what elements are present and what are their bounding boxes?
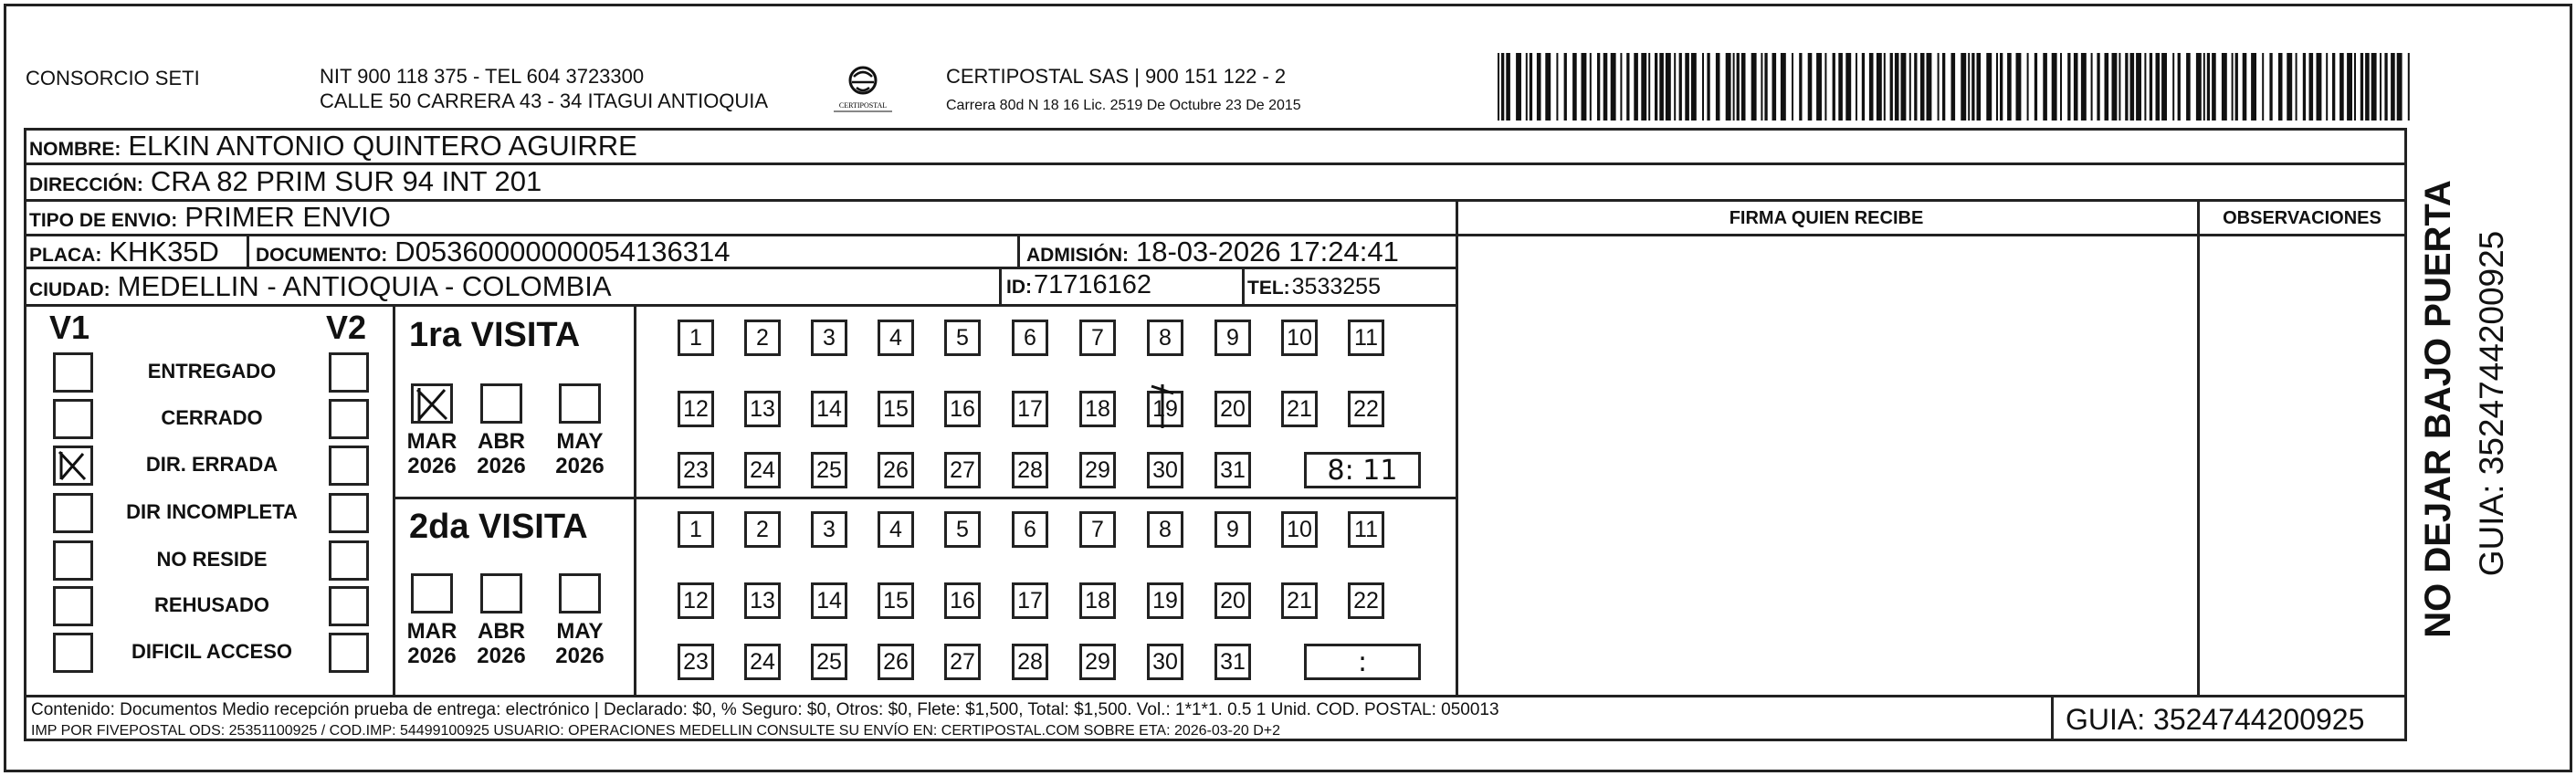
first-day-box[interactable]: 28 bbox=[1012, 452, 1048, 488]
barcode-bar bbox=[1781, 53, 1786, 121]
first-day-box[interactable]: 20 bbox=[1214, 391, 1251, 427]
barcode-bar bbox=[1516, 53, 1521, 121]
month-name: MAR bbox=[406, 619, 457, 644]
first-month-label bbox=[548, 429, 612, 478]
barcode-bar bbox=[1716, 53, 1720, 121]
first-day-box[interactable]: 13 bbox=[744, 391, 781, 427]
barcode-bar bbox=[2262, 53, 2264, 121]
first-day-box[interactable]: 6 bbox=[1012, 320, 1048, 356]
barcode-bar bbox=[2035, 53, 2037, 121]
barcode-bar bbox=[2161, 53, 2167, 121]
barcode-bar bbox=[2347, 53, 2352, 121]
admision-field: ADMISIÓN: 18-03-2026 17:24:41 bbox=[1026, 236, 1399, 267]
v1-label: V1 bbox=[49, 309, 90, 346]
v2-checkbox[interactable] bbox=[329, 633, 369, 673]
v2-checkbox[interactable] bbox=[329, 399, 369, 439]
barcode-bar bbox=[1674, 53, 1676, 121]
second-day-box[interactable]: 12 bbox=[678, 582, 714, 619]
barcode-bar bbox=[1582, 53, 1587, 121]
barcode bbox=[1496, 53, 2411, 121]
barcode-bar bbox=[1884, 53, 1886, 121]
barcode-bar bbox=[1726, 53, 1731, 121]
barcode-bar bbox=[1741, 53, 1746, 121]
month-name: ABR bbox=[478, 619, 525, 644]
barcode-bar bbox=[2207, 53, 2210, 121]
barcode-bar bbox=[1951, 53, 1956, 121]
first-day-box[interactable] bbox=[1147, 391, 1183, 427]
barcode-bar bbox=[1556, 53, 1558, 121]
first-day-box[interactable]: 8 bbox=[1147, 320, 1183, 356]
company-name: CONSORCIO SETI bbox=[26, 67, 200, 89]
svg-text:CERTIPOSTAL: CERTIPOSTAL bbox=[838, 101, 888, 110]
first-day-box[interactable]: 14 bbox=[811, 391, 847, 427]
barcode-bar bbox=[2186, 53, 2191, 121]
second-day-box[interactable]: 27 bbox=[944, 644, 981, 680]
barcode-bar bbox=[1961, 53, 1966, 121]
second-day-box[interactable]: 16 bbox=[944, 582, 981, 619]
barcode-bar bbox=[2269, 53, 2272, 121]
second-day-box[interactable]: 8 bbox=[1147, 511, 1183, 548]
first-day-box[interactable]: 5 bbox=[944, 320, 981, 356]
barcode-bar bbox=[1597, 53, 1600, 121]
barcode-bar bbox=[2156, 53, 2161, 121]
first-day-box[interactable]: 22 bbox=[1348, 391, 1384, 427]
barcode-bar bbox=[1666, 53, 1671, 121]
second-month-label bbox=[548, 619, 612, 668]
first-day-box[interactable]: 21 bbox=[1281, 391, 1318, 427]
first-day-box[interactable]: 10 bbox=[1281, 320, 1318, 356]
barcode-bar bbox=[2097, 53, 2099, 121]
barcode-bar bbox=[2112, 53, 2118, 121]
first-month-checkbox-abr[interactable] bbox=[480, 383, 522, 424]
barcode-bar bbox=[2043, 53, 2047, 121]
documento-value: D05360000000054136314 bbox=[394, 236, 731, 267]
barcode-bar bbox=[1986, 53, 1992, 121]
barcode-bar bbox=[1733, 53, 1735, 121]
second-day-box[interactable]: 20 bbox=[1214, 582, 1251, 619]
status-label: NO RESIDE bbox=[156, 548, 268, 571]
guia-footer: GUIA: 3524744200925 bbox=[2066, 703, 2365, 736]
first-day-box[interactable]: 2 bbox=[744, 320, 781, 356]
firma-header: FIRMA QUIEN RECIBE bbox=[1729, 208, 1924, 228]
barcode-bar bbox=[2222, 53, 2227, 121]
v1-checkbox[interactable] bbox=[53, 493, 93, 533]
direccion-field: DIRECCIÓN: CRA 82 PRIM SUR 94 INT 201 bbox=[29, 165, 542, 197]
second-month-label bbox=[400, 619, 464, 668]
barcode-bar bbox=[1545, 53, 1551, 121]
barcode-bar bbox=[1498, 53, 1499, 121]
barcode-bar bbox=[1869, 53, 1874, 121]
status-label: DIR INCOMPLETA bbox=[126, 500, 298, 523]
barcode-bar bbox=[2178, 53, 2181, 121]
v2-checkbox[interactable] bbox=[329, 446, 369, 486]
status-label: ENTREGADO bbox=[147, 360, 277, 383]
barcode-bar bbox=[2091, 53, 2093, 121]
barcode-bar bbox=[1856, 53, 1857, 121]
barcode-bar bbox=[2235, 53, 2238, 121]
barcode-bar bbox=[1816, 53, 1822, 121]
second-day-box[interactable]: 28 bbox=[1012, 644, 1048, 680]
barcode-bar bbox=[1707, 53, 1709, 121]
ciudad-value: MEDELLIN - ANTIOQUIA - COLOMBIA bbox=[117, 270, 612, 302]
nombre-value: ELKIN ANTONIO QUINTERO AGUIRRE bbox=[128, 130, 637, 162]
v2-label: V2 bbox=[326, 309, 367, 346]
barcode-bar bbox=[1838, 53, 1843, 121]
status-label: REHUSADO bbox=[154, 593, 269, 616]
month-name: MAY bbox=[556, 619, 604, 644]
v2-checkbox[interactable] bbox=[329, 493, 369, 533]
second-day-box[interactable]: 23 bbox=[678, 644, 714, 680]
second-day-box[interactable]: 25 bbox=[811, 644, 847, 680]
barcode-bar bbox=[1977, 53, 1982, 121]
first-day-box[interactable]: 25 bbox=[811, 452, 847, 488]
barcode-bar bbox=[2332, 53, 2335, 121]
barcode-bar bbox=[2067, 53, 2070, 121]
barcode-bar bbox=[2365, 53, 2370, 121]
barcode-bar bbox=[2397, 53, 2403, 121]
barcode-bar bbox=[2303, 53, 2306, 121]
v1-checkbox[interactable] bbox=[53, 633, 93, 673]
barcode-bar bbox=[1901, 53, 1907, 121]
barcode-bar bbox=[1590, 53, 1592, 121]
second-day-box[interactable]: 17 bbox=[1012, 582, 1048, 619]
first-day-box[interactable]: 29 bbox=[1079, 452, 1116, 488]
barcode-bar bbox=[2251, 53, 2256, 121]
second-day-box[interactable]: 1 bbox=[678, 511, 714, 548]
barcode-bar bbox=[2408, 53, 2410, 121]
barcode-bar bbox=[2232, 53, 2234, 121]
barcode-bar bbox=[1764, 53, 1767, 121]
barcode-bar bbox=[1702, 53, 1704, 121]
ciudad-field: CIUDAD: MEDELLIN - ANTIOQUIA - COLOMBIA bbox=[29, 270, 612, 302]
barcode-bar bbox=[1927, 53, 1932, 121]
barcode-bar bbox=[2360, 53, 2363, 121]
day-number: 19 bbox=[1152, 395, 1178, 422]
month-name: MAR bbox=[406, 429, 457, 454]
barcode-bar bbox=[2296, 53, 2297, 121]
barcode-bar bbox=[1655, 53, 1657, 121]
barcode-bar bbox=[2317, 53, 2322, 121]
second-day-box[interactable]: 29 bbox=[1079, 644, 1116, 680]
first-day-box[interactable]: 11 bbox=[1348, 320, 1384, 356]
barcode-bar bbox=[2278, 53, 2283, 121]
first-visit-title: 1ra VISITA bbox=[409, 316, 581, 354]
barcode-bar bbox=[2371, 53, 2377, 121]
contenido-line: Contenido: Documentos Medio recepción prueba de entrega: electrónico | Declarado: $0, % Seguro: $0, Otros: $0, Flete: $1,500, Total: $1,500. Vol.: 1*1*1. 0.5 1 Unid. COD. POSTAL: 050013 bbox=[31, 700, 1499, 719]
certipostal-logo bbox=[826, 64, 899, 115]
barcode-bar bbox=[1862, 53, 1865, 121]
barcode-bar bbox=[1506, 53, 1510, 121]
first-month-label bbox=[400, 429, 464, 478]
id-value: 71716162 bbox=[1034, 270, 1152, 299]
status-label: CERRADO bbox=[161, 406, 263, 429]
barcode-bar bbox=[2125, 53, 2128, 121]
v1-checkbox[interactable] bbox=[53, 586, 93, 626]
barcode-bar bbox=[2000, 53, 2003, 121]
second-day-box[interactable]: 26 bbox=[878, 644, 914, 680]
barcode-bar bbox=[2105, 53, 2109, 121]
first-month-label bbox=[469, 429, 533, 478]
barcode-bar bbox=[1685, 53, 1689, 121]
barcode-bar bbox=[1530, 53, 1532, 121]
barcode-bar bbox=[2130, 53, 2135, 121]
second-day-box[interactable]: 4 bbox=[878, 511, 914, 548]
first-day-box[interactable]: 16 bbox=[944, 391, 981, 427]
barcode-bar bbox=[2339, 53, 2344, 121]
month-name: ABR bbox=[478, 429, 525, 454]
first-day-box[interactable]: 26 bbox=[878, 452, 914, 488]
barcode-bar bbox=[1942, 53, 1945, 121]
second-day-box[interactable]: 11 bbox=[1348, 511, 1384, 548]
status-label: DIR. ERRADA bbox=[145, 453, 279, 476]
guia-vertical: GUIA: 3524744200925 bbox=[2473, 230, 2510, 577]
first-time-box[interactable]: 8: 11 bbox=[1304, 452, 1421, 488]
month-year: 2026 bbox=[477, 454, 526, 478]
barcode-bar bbox=[2060, 53, 2062, 121]
month-year: 2026 bbox=[407, 644, 457, 668]
second-day-box[interactable]: 13 bbox=[744, 582, 781, 619]
month-year: 2026 bbox=[555, 644, 605, 668]
barcode-bar bbox=[2212, 53, 2216, 121]
admision-value: 18-03-2026 17:24:41 bbox=[1136, 236, 1399, 267]
v1-checkbox[interactable] bbox=[53, 399, 93, 439]
barcode-bar bbox=[1890, 53, 1893, 121]
v2-checkbox[interactable] bbox=[329, 586, 369, 626]
second-day-box[interactable]: 22 bbox=[1348, 582, 1384, 619]
barcode-bar bbox=[1808, 53, 1813, 121]
barcode-bar bbox=[1679, 53, 1682, 121]
first-month-checkbox-may[interactable] bbox=[559, 383, 601, 424]
second-day-box[interactable]: 15 bbox=[878, 582, 914, 619]
barcode-bar bbox=[2326, 53, 2328, 121]
first-day-box[interactable]: 12 bbox=[678, 391, 714, 427]
barcode-bar bbox=[1914, 53, 1917, 121]
status-label: DIFICIL ACCESO bbox=[131, 640, 292, 663]
placa-value: KHK35D bbox=[109, 236, 219, 267]
barcode-bar bbox=[2016, 53, 2022, 121]
address-line: CALLE 50 CARRERA 43 - 34 ITAGUI ANTIOQUIA bbox=[320, 89, 769, 112]
first-day-box[interactable]: 3 bbox=[811, 320, 847, 356]
first-day-box[interactable]: 23 bbox=[678, 452, 714, 488]
barcode-bar bbox=[1737, 53, 1740, 121]
barcode-bar bbox=[1996, 53, 1998, 121]
barcode-bar bbox=[1641, 53, 1646, 121]
second-day-box[interactable]: 18 bbox=[1079, 582, 1116, 619]
second-day-box[interactable]: 31 bbox=[1214, 644, 1251, 680]
barcode-bar bbox=[1772, 53, 1777, 121]
nit-line: NIT 900 118 375 - TEL 604 3723300 bbox=[320, 65, 645, 88]
barcode-bar bbox=[1895, 53, 1899, 121]
month-year: 2026 bbox=[407, 454, 457, 478]
barcode-bar bbox=[2287, 53, 2292, 121]
tel-value: 3533255 bbox=[1291, 274, 1381, 299]
second-day-box[interactable]: 24 bbox=[744, 644, 781, 680]
second-month-label bbox=[469, 619, 533, 668]
barcode-bar bbox=[2144, 53, 2146, 121]
barcode-bar bbox=[1824, 53, 1826, 121]
month-year: 2026 bbox=[477, 644, 526, 668]
barcode-bar bbox=[2172, 53, 2174, 121]
barcode-bar bbox=[1620, 53, 1622, 121]
first-month-checkbox-mar[interactable] bbox=[411, 383, 453, 424]
month-year: 2026 bbox=[555, 454, 605, 478]
barcode-bar bbox=[2074, 53, 2078, 121]
barcode-bar bbox=[1799, 53, 1802, 121]
second-day-box[interactable]: 21 bbox=[1281, 582, 1318, 619]
barcode-bar bbox=[1648, 53, 1650, 121]
documento-field: DOCUMENTO: D05360000000054136314 bbox=[256, 236, 731, 267]
barcode-bar bbox=[1572, 53, 1577, 121]
first-day-box[interactable]: 4 bbox=[878, 320, 914, 356]
v1-checkbox[interactable] bbox=[53, 352, 93, 393]
v1-checkbox[interactable] bbox=[53, 446, 93, 486]
barcode-bar bbox=[2391, 53, 2395, 121]
second-day-box[interactable]: 6 bbox=[1012, 511, 1048, 548]
first-day-box[interactable]: 7 bbox=[1079, 320, 1116, 356]
second-day-box[interactable]: 9 bbox=[1214, 511, 1251, 548]
placa-field: PLACA: KHK35D bbox=[29, 236, 219, 267]
barcode-bar bbox=[1792, 53, 1793, 121]
certipostal-line2: Carrera 80d N 18 16 Lic. 2519 De Octubre 23 De 2015 bbox=[946, 98, 1301, 113]
observaciones-header: OBSERVACIONES bbox=[2223, 208, 2381, 228]
month-name: MAY bbox=[556, 429, 604, 454]
barcode-bar bbox=[1751, 53, 1757, 121]
second-day-box[interactable]: 10 bbox=[1281, 511, 1318, 548]
barcode-bar bbox=[1833, 53, 1835, 121]
barcode-bar bbox=[1845, 53, 1851, 121]
second-month-checkbox-may[interactable] bbox=[559, 573, 601, 613]
barcode-bar bbox=[1626, 53, 1629, 121]
barcode-bar bbox=[2052, 53, 2057, 121]
second-day-box[interactable]: 14 bbox=[811, 582, 847, 619]
second-month-checkbox-abr[interactable] bbox=[480, 573, 522, 613]
first-day-box[interactable]: 17 bbox=[1012, 391, 1048, 427]
barcode-bar bbox=[2081, 53, 2087, 121]
first-day-box[interactable]: 1 bbox=[678, 320, 714, 356]
v1-checkbox[interactable] bbox=[53, 540, 93, 581]
first-day-box[interactable]: 9 bbox=[1214, 320, 1251, 356]
second-time-box[interactable]: : bbox=[1304, 644, 1421, 680]
second-day-box[interactable]: 5 bbox=[944, 511, 981, 548]
barcode-bar bbox=[2027, 53, 2029, 121]
day-mark bbox=[1146, 381, 1183, 430]
barcode-bar bbox=[1938, 53, 1940, 121]
id-field: ID: 71716162 bbox=[1006, 270, 1152, 299]
direccion-value: CRA 82 PRIM SUR 94 INT 201 bbox=[150, 165, 542, 197]
barcode-bar bbox=[2136, 53, 2141, 121]
barcode-bar bbox=[2354, 53, 2356, 121]
second-month-checkbox-mar[interactable] bbox=[411, 573, 453, 613]
imp-line: IMP POR FIVEPOSTAL ODS: 25351100925 / COD.IMP: 54499100925 USUARIO: OPERACIONES MEDELLIN CONSULTE SU ENVÍO EN: CERTIPOSTAL.COM SOBRE ETA: 2026-03-20 D+2 bbox=[31, 723, 1281, 739]
first-day-box[interactable]: 27 bbox=[944, 452, 981, 488]
barcode-bar bbox=[2203, 53, 2205, 121]
nombre-field: NOMBRE: ELKIN ANTONIO QUINTERO AGUIRRE bbox=[29, 130, 637, 162]
barcode-bar bbox=[2380, 53, 2381, 121]
barcode-bar bbox=[2196, 53, 2202, 121]
second-day-box[interactable]: 19 bbox=[1147, 582, 1183, 619]
barcode-bar bbox=[1909, 53, 1911, 121]
first-day-box[interactable]: 18 bbox=[1079, 391, 1116, 427]
barcode-bar bbox=[1761, 53, 1762, 121]
second-day-box[interactable]: 30 bbox=[1147, 644, 1183, 680]
barcode-bar bbox=[1501, 53, 1504, 121]
certipostal-line1: CERTIPOSTAL SAS | 900 151 122 - 2 bbox=[946, 65, 1287, 88]
barcode-bar bbox=[1968, 53, 1970, 121]
barcode-bar bbox=[1634, 53, 1638, 121]
second-visit-title: 2da VISITA bbox=[409, 508, 588, 546]
no-dejar-vertical: NO DEJAR BAJO PUERTA bbox=[2418, 180, 2458, 638]
barcode-bar bbox=[2243, 53, 2247, 121]
first-day-box[interactable]: 15 bbox=[878, 391, 914, 427]
barcode-bar bbox=[1971, 53, 1974, 121]
barcode-bar bbox=[2309, 53, 2314, 121]
second-day-box[interactable]: 2 bbox=[744, 511, 781, 548]
barcode-bar bbox=[1611, 53, 1616, 121]
v2-checkbox[interactable] bbox=[329, 352, 369, 393]
barcode-bar bbox=[1564, 53, 1567, 121]
barcode-bar bbox=[2150, 53, 2152, 121]
barcode-bar bbox=[2007, 53, 2012, 121]
first-day-box[interactable]: 24 bbox=[744, 452, 781, 488]
tipo-value: PRIMER ENVIO bbox=[184, 201, 391, 233]
first-day-box[interactable]: 31 bbox=[1214, 452, 1251, 488]
barcode-bar bbox=[1691, 53, 1697, 121]
barcode-bar bbox=[2384, 53, 2387, 121]
first-day-box[interactable]: 30 bbox=[1147, 452, 1183, 488]
barcode-bar bbox=[1920, 53, 1925, 121]
second-day-box[interactable]: 3 bbox=[811, 511, 847, 548]
second-day-box[interactable]: 7 bbox=[1079, 511, 1116, 548]
tel-field: TEL: 3533255 bbox=[1247, 274, 1381, 299]
tipo-field: TIPO DE ENVIO: PRIMER ENVIO bbox=[29, 201, 391, 233]
barcode-bar bbox=[1526, 53, 1528, 121]
v2-checkbox[interactable] bbox=[329, 540, 369, 581]
barcode-bar bbox=[1537, 53, 1541, 121]
barcode-bar bbox=[1603, 53, 1608, 121]
barcode-bar bbox=[2119, 53, 2120, 121]
barcode-bar bbox=[1877, 53, 1882, 121]
barcode-bar bbox=[1659, 53, 1664, 121]
